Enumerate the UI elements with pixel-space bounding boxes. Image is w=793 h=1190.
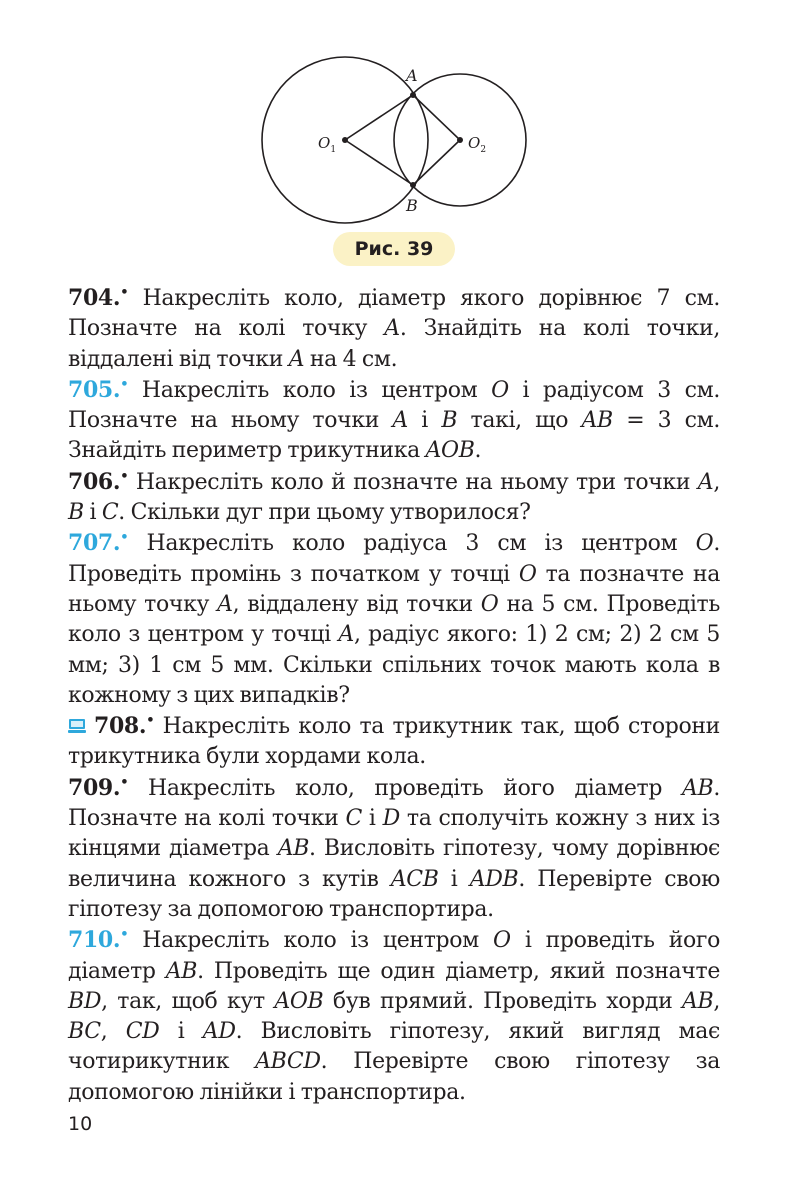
- page-number: 10: [68, 1113, 93, 1135]
- exercise-text: ,: [100, 1019, 126, 1045]
- computer-icon: [68, 718, 86, 734]
- math-variable: B: [441, 408, 458, 434]
- exercise-number-text: 710.: [68, 927, 121, 954]
- exercise-text: і проведіть його діаметр: [68, 928, 720, 984]
- difficulty-marker: •: [120, 285, 129, 300]
- math-variable: O: [480, 591, 499, 617]
- exercise-list: [68, 283, 720, 1108]
- math-variable: A: [288, 346, 305, 372]
- exercise-number-text: 705.: [68, 376, 121, 403]
- label-b: B: [406, 196, 418, 215]
- exercise-text: на 5 см. Проведіть коло з центром у точці: [68, 591, 720, 648]
- exercise-text: . Проведіть ще один діаметр, який позначте: [197, 958, 720, 984]
- exercise-text: Накресліть коло й позначте на ньому три точки: [135, 469, 698, 495]
- exercise-text: ,: [713, 988, 720, 1014]
- segment-o2-a: [413, 95, 460, 140]
- exercise-text: і радіусом 3 см. Позначте на ньому точки: [68, 377, 720, 434]
- exercise-text: , так, щоб кут: [101, 988, 275, 1014]
- exercise-text: такі, що: [457, 408, 582, 434]
- point-o2: [457, 137, 463, 143]
- math-variable: AOB: [274, 988, 324, 1014]
- math-variable: A: [697, 469, 714, 495]
- math-variable: AB: [277, 836, 310, 862]
- math-variable: AOB: [425, 438, 475, 464]
- math-variable: AD: [202, 1019, 236, 1045]
- math-variable: A: [392, 408, 408, 434]
- math-variable: O: [491, 377, 509, 403]
- math-variable: AB: [581, 408, 613, 434]
- exercise-number-text: 707.: [68, 530, 121, 557]
- exercise-0: [68, 283, 720, 375]
- exercise-text: і: [361, 806, 383, 832]
- math-variable: ADB: [469, 866, 519, 892]
- exercise-text: = 3 см. Знайдіть периметр трикутника: [68, 408, 720, 464]
- math-variable: O: [518, 561, 537, 587]
- math-variable: O: [695, 531, 714, 557]
- exercise-text: та позначте на ньому точку: [68, 561, 721, 617]
- math-variable: A: [384, 316, 400, 342]
- exercise-text: Накресліть коло із центром: [141, 377, 492, 403]
- exercise-text: . Висловіть гіпотезу, чому дорівнює величина кожного з кутів: [68, 836, 720, 892]
- math-variable: B: [68, 500, 84, 526]
- math-variable: O: [493, 928, 511, 954]
- exercise-number: [68, 927, 128, 953]
- exercise-text: Накресліть коло, діаметр якого дорівнює 7 см. Позначте на колі точку: [68, 286, 720, 342]
- label-a: A: [406, 66, 418, 85]
- exercise-3: [68, 528, 720, 711]
- exercise-number: [68, 285, 128, 311]
- exercise-4: [68, 711, 720, 773]
- exercise-number-text: 709.: [68, 774, 121, 801]
- math-variable: ACB: [390, 866, 439, 892]
- difficulty-marker: •: [120, 774, 129, 790]
- math-variable: C: [345, 806, 362, 832]
- exercise-1: [68, 375, 720, 467]
- exercise-text: і: [407, 408, 442, 434]
- exercise-text: , радіус якого: 1) 2 см; 2) 2 см 5 мм; 3) 1 см 5 мм. Скільки спільних точок мають кола в кожному з цих випадків?: [68, 622, 720, 708]
- exercise-text: . Скільки дуг при цьому утворилося?: [118, 500, 531, 526]
- exercise-text: . Знайдіть на колі точки, віддалені від точки: [68, 316, 721, 372]
- exercise-text: і: [83, 500, 102, 526]
- math-variable: BC: [68, 1019, 101, 1045]
- exercise-text: і: [438, 866, 470, 892]
- exercise-number: [68, 469, 128, 495]
- math-variable: AB: [165, 958, 198, 984]
- exercise-number: [94, 713, 154, 739]
- exercise-number-text: 708.: [94, 713, 147, 740]
- figure-39: [0, 0, 793, 270]
- exercise-text: . Висловіть гіпотезу, який вигляд має чотирикутник: [68, 1019, 720, 1075]
- exercise-text: був прямий. Проведіть хорди: [323, 988, 682, 1014]
- exercise-text: і: [159, 1019, 203, 1045]
- label-o2: $O_2$: [468, 134, 487, 155]
- exercise-text: Накресліть коло та трикутник так, щоб сторони трикутника були хордами кола.: [68, 714, 720, 770]
- math-variable: AB: [681, 988, 714, 1014]
- exercise-text: Накресліть коло із центром: [142, 928, 494, 954]
- exercise-text: на 4 см.: [304, 346, 398, 372]
- segment-o2-b: [413, 140, 460, 185]
- exercise-number: [68, 530, 128, 556]
- point-o1: [342, 137, 348, 143]
- difficulty-marker: •: [120, 530, 129, 546]
- exercise-number: [68, 377, 128, 403]
- exercise-5: [68, 773, 720, 925]
- difficulty-marker: •: [120, 468, 129, 484]
- label-o1: $O_1$: [318, 134, 337, 155]
- exercise-number-text: 706.: [68, 468, 121, 495]
- math-variable: D: [382, 806, 400, 832]
- difficulty-marker: •: [146, 713, 155, 729]
- exercise-number-text: 704.: [68, 285, 121, 311]
- segment-o1-a: [345, 95, 413, 140]
- two-circles-diagram: [0, 0, 793, 230]
- exercise-text: .: [474, 438, 482, 464]
- point-b: [410, 182, 416, 188]
- exercise-text: , віддалену від точки: [232, 591, 481, 617]
- math-variable: BD: [68, 988, 102, 1014]
- exercise-text: . Перевірте свою гіпотезу за допомогою транспортира.: [68, 866, 720, 922]
- exercise-text: та сполучіть кожну з них із кінцями діаметра: [68, 806, 720, 862]
- exercise-6: [68, 925, 720, 1108]
- exercise-text: . Проведіть промінь з початком у точці: [68, 531, 720, 587]
- math-variable: CD: [125, 1019, 160, 1045]
- exercise-text: Накресліть коло, проведіть його діаметр: [148, 775, 682, 801]
- exercise-number: [68, 775, 128, 801]
- exercise-text: . Позначте на колі точки: [68, 775, 720, 832]
- math-variable: C: [101, 500, 119, 526]
- difficulty-marker: •: [120, 376, 129, 392]
- point-a: [410, 92, 416, 98]
- math-variable: A: [217, 591, 233, 617]
- math-variable: ABCD: [255, 1049, 321, 1075]
- figure-caption: Рис. 39: [333, 232, 455, 266]
- math-variable: AB: [681, 775, 714, 801]
- segment-o1-b: [345, 140, 413, 185]
- exercise-text: Накресліть коло радіуса 3 см із центром: [146, 531, 696, 557]
- difficulty-marker: •: [120, 927, 129, 943]
- math-variable: A: [338, 622, 354, 648]
- exercise-text: ,: [713, 469, 720, 495]
- exercise-text: . Перевірте свою гіпотезу за допомогою лінійки і транспортира.: [68, 1049, 720, 1105]
- exercise-2: [68, 467, 720, 529]
